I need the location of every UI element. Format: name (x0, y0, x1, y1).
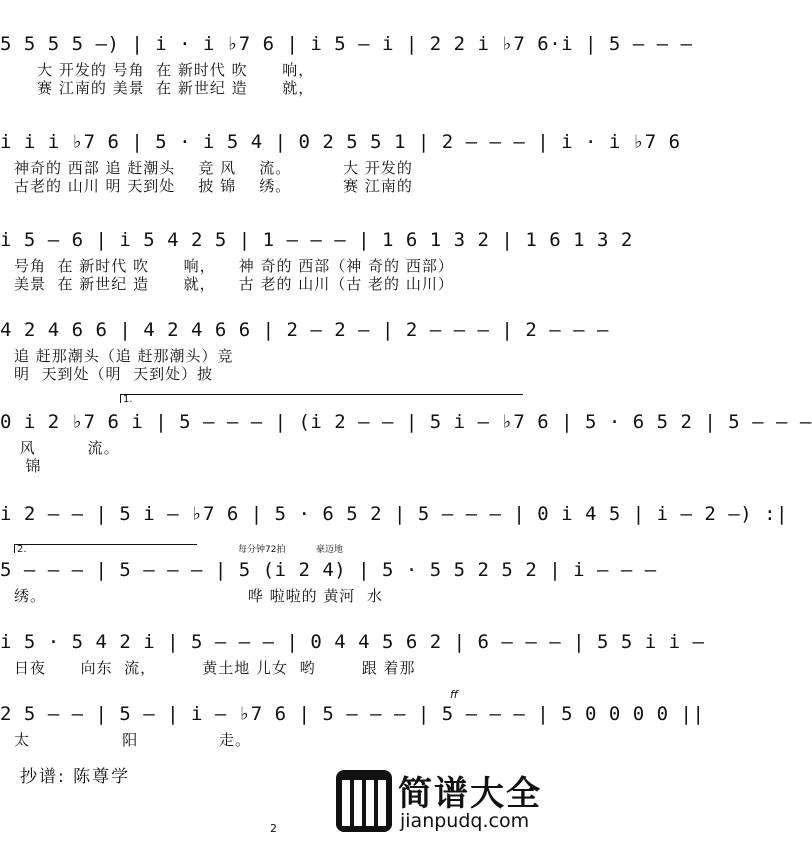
notation-line: i 2 – – | 5 i – ♭7 6 | 5 · 6 5 2 | 5 – – – | 0 i 4 5 | i – 2 –) :| (0, 503, 788, 525)
volta-bracket-2 (14, 544, 197, 553)
lyric-verse-1: 太 阳 走。 (14, 731, 252, 749)
lyric-verse-2: 明 天到处（明 天到处）披 (14, 365, 214, 383)
transcriber-credit: 抄谱: 陈尊学 (20, 767, 131, 787)
lyric-verse-1: 风 流。 (14, 439, 120, 457)
lyric-verse-1: 大 开发的 号角 在 新时代 吹 响， (14, 61, 315, 79)
notation-line: i 5 – 6 | i 5 4 2 5 | 1 – – – | 1 6 1 3 2 | 1 6 1 3 2 (0, 229, 633, 251)
lyric-verse-2: 美景 在 新世纪 造 就， 古 老的 山川（古 老的 山川） (14, 275, 454, 293)
lyric-verse-2: 锦 (14, 457, 42, 475)
notation-line: i 5 · 5 4 2 i | 5 – – – | 0 4 4 5 6 2 | 6 – – – | 5 5 i i – (0, 631, 705, 653)
page-number: 2 (270, 822, 277, 835)
volta-bracket-1 (120, 394, 523, 403)
lyric-verse-1: 日夜 向东 流， 黄土地 儿女 哟 跟 着那 (14, 659, 416, 677)
logo-title: 简谱大全 (398, 774, 542, 814)
volta-1-label: 1. (123, 394, 133, 405)
site-logo (336, 770, 552, 834)
lyric-verse-1: 号角 在 新时代 吹 响， 神 奇的 西部（神 奇的 西部） (14, 257, 454, 275)
notation-line: 0 i 2 ♭7 6 i | 5 – – – | (i 2 – – | 5 i – ♭7 6 | 5 · 6 5 2 | 5 – – – (0, 411, 812, 433)
notation-line: 5 5 5 5 –) | i · i ♭7 6 | i 5 – i | 2 2 i ♭7 6·i | 5 – – – (0, 33, 693, 55)
notation-line: 2 5 – – | 5 – | i – ♭7 6 | 5 – – – | 5 – – – | 5 0 0 0 0 || (0, 703, 705, 725)
lyric-verse-2: 古老的 山川 明 天到处 披 锦 绣。 赛 江南的 (14, 177, 413, 195)
lyric-verse-2: 赛 江南的 美景 在 新世纪 造 就， (14, 79, 315, 97)
notation-line: i i i ♭7 6 | 5 · i 5 4 | 0 2 5 5 1 | 2 – – – | i · i ♭7 6 (0, 131, 681, 153)
logo-url: jianpudq.com (400, 810, 530, 832)
expression-marking: 豪迈地 (316, 545, 344, 555)
lyric-verse-1: 绣。 哗 啦啦的 黄河 水 (14, 587, 383, 605)
notation-line: 4 2 4 6 6 | 4 2 4 6 6 | 2 – 2 – | 2 – – – | 2 – – – (0, 319, 609, 341)
lyric-verse-1: 神奇的 西部 追 赶潮头 竞 风 流。 大 开发的 (14, 159, 413, 177)
dynamic-marking: ff (450, 688, 458, 701)
piano-keys-icon (336, 770, 392, 832)
volta-2-label: 2. (17, 544, 27, 555)
notation-line: 5 – – – | 5 – – – | 5 (i 2 4) | 5 · 5 5 2 5 2 | i – – – (0, 559, 657, 581)
tempo-marking: 每分钟72拍 (238, 545, 286, 555)
lyric-verse-1: 追 赶那潮头（追 赶那潮头）竞 (14, 347, 234, 365)
